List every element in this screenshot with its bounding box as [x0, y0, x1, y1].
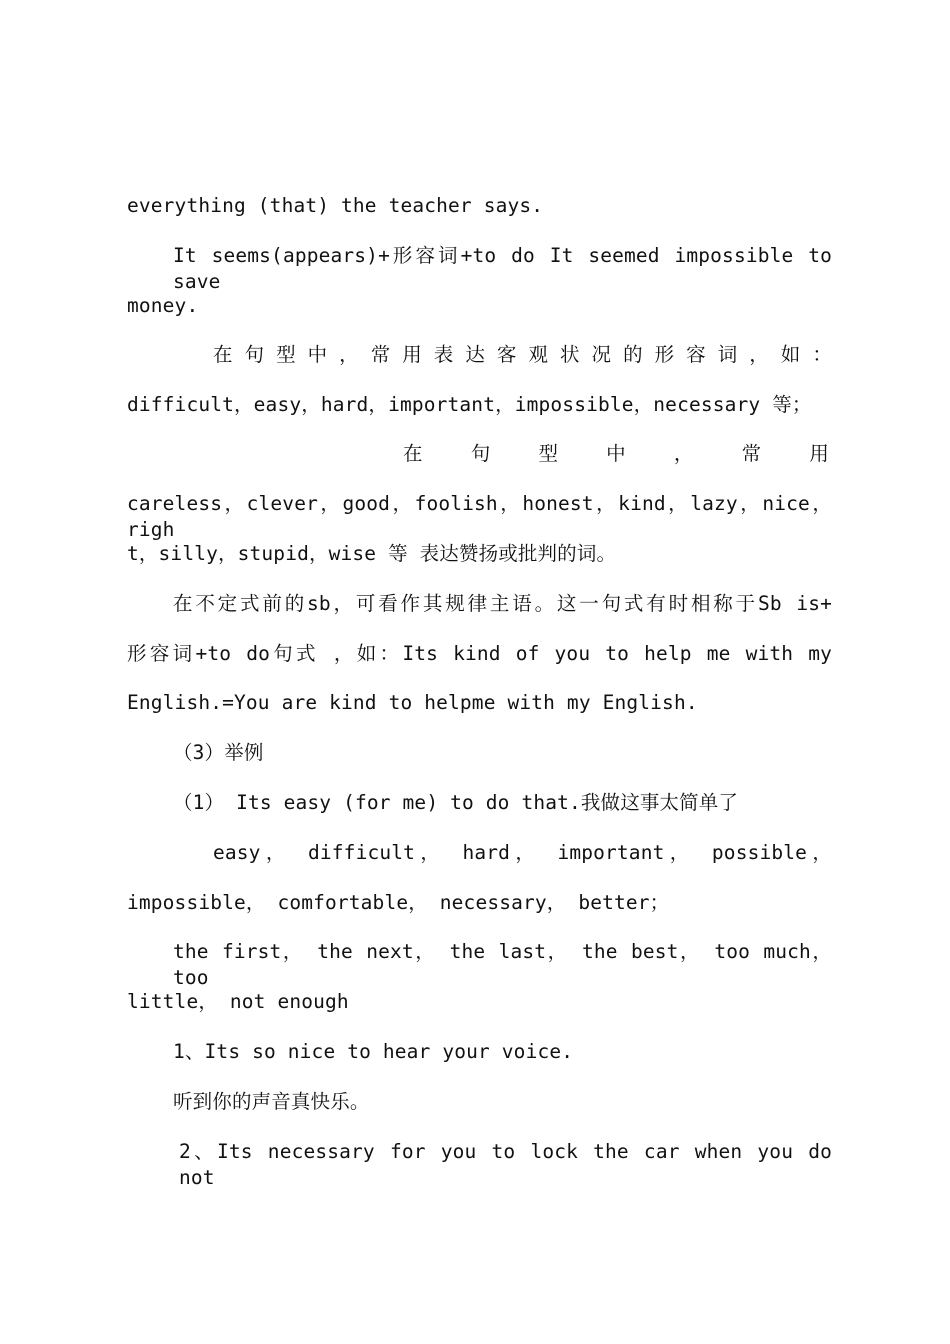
text-line-7: careless，clever，good，foolish，honest，kind，lazy，nice，righ [127, 492, 832, 541]
text-line-12: （3）举例 [173, 741, 264, 764]
text-line-14: easy， difficult， hard， important， possible， [213, 841, 832, 864]
text-line-15: impossible， comfortable， necessary， better； [127, 891, 670, 914]
text-line-5: difficult，easy，hard，important，impossible，necessary 等； [127, 393, 812, 416]
text-line-6: 在 句 型 中 ， 常 用 [403, 442, 829, 465]
text-line-2: It seems(appears)+形容词+to do It seemed impossible to save [173, 244, 832, 293]
text-line-11: English.=You are kind to helpme with my English. [127, 691, 698, 714]
text-line-9: 在不定式前的sb，可看作其规律主语。这一句式有时相称于Sb is+ [173, 592, 832, 615]
text-line-3: money. [127, 294, 199, 317]
text-line-20: 2、Its necessary for you to lock the car when you do not [179, 1140, 832, 1189]
text-line-16: the first， the next， the last， the best， too much， too [173, 940, 832, 989]
text-line-4: 在 句 型 中 ， 常 用 表 达 客 观 状 况 的 形 容 词 ， 如 ： [213, 343, 832, 366]
text-line-10: 形容词+to do句式 ，如：Its kind of you to help me with my [127, 642, 832, 665]
text-line-8: t，silly，stupid，wise 等 表达赞扬或批判的词。 [127, 542, 617, 565]
text-line-1: everything (that) the teacher says. [127, 194, 544, 217]
text-line-17: little， not enough [127, 990, 349, 1013]
text-line-18: 1、Its so nice to hear your voice. [173, 1040, 574, 1063]
text-line-19: 听到你的声音真快乐。 [173, 1090, 370, 1113]
text-line-13: （1） Its easy (for me) to do that.我做这事太简单了 [173, 791, 739, 814]
